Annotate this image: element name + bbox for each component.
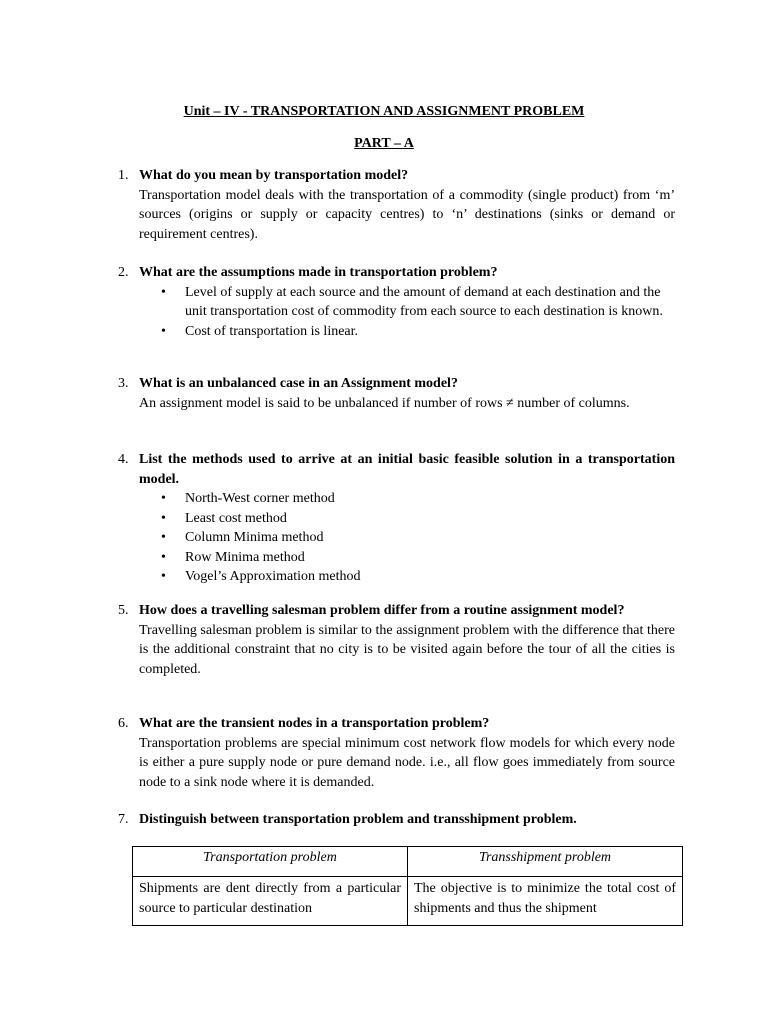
question-number: 7. — [118, 812, 129, 827]
question-item — [118, 263, 675, 341]
table-header-row — [133, 847, 683, 877]
question-item — [118, 714, 675, 792]
question-text: What is an unbalanced case in an Assignment model? — [139, 376, 458, 391]
list-item: • Column Minima method — [139, 528, 675, 548]
question-text: What are the assumptions made in transportation problem? — [139, 265, 498, 280]
answer-text: An assignment model is said to be unbalanced if number of rows ≠ number of columns. — [139, 395, 630, 411]
list-item: • Level of supply at each source and the amount of demand at each destination and the unit transportation cost of commodity from each source to each destination is known. — [139, 283, 675, 322]
comparison-table — [132, 846, 683, 926]
bullet-list — [139, 489, 675, 587]
list-item: • Cost of transportation is linear. — [139, 322, 675, 342]
table-cell: Shipments are dent directly from a particular source to particular destination — [133, 877, 408, 926]
question-number: 3. — [118, 376, 129, 391]
question-text: What are the transient nodes in a transportation problem? — [139, 716, 490, 731]
question-text: How does a travelling salesman problem differ from a routine assignment model? — [139, 603, 625, 618]
table-row — [133, 877, 683, 926]
question-text: What do you mean by transportation model? — [139, 168, 409, 183]
question-item — [118, 450, 675, 587]
answer-text: Transportation model deals with the transportation of a commodity (single product) from ‘m’ sources (origins or supply or capacity centres) to ‘n’ destinations (sinks or demand or requirement centres). — [139, 187, 675, 242]
list-item: • Least cost method — [139, 509, 675, 529]
list-item: • Vogel’s Approximation method — [139, 567, 675, 587]
question-item — [118, 601, 675, 679]
table-header-cell: Transshipment problem — [408, 847, 683, 877]
question-number: 2. — [118, 265, 129, 280]
answer-text: Transportation problems are special minimum cost network flow models for which every node is either a pure supply node or pure demand node. i.e., all flow goes immediately from source node to a sink node where it is demanded. — [139, 735, 675, 790]
unit-title: Unit – IV - TRANSPORTATION AND ASSIGNMENT PROBLEM — [183, 104, 585, 119]
part-title: PART – A — [354, 136, 414, 151]
question-text: List the methods used to arrive at an initial basic feasible solution in a transportation model. — [139, 452, 675, 487]
list-item: • Row Minima method — [139, 548, 675, 568]
answer-text: Travelling salesman problem is similar to the assignment problem with the difference that there is the additional constraint that no city is to be visited again before the tour of all the cities is completed. — [139, 622, 675, 677]
bullet-list — [139, 283, 675, 342]
question-number: 5. — [118, 603, 129, 618]
question-number: 6. — [118, 716, 129, 731]
question-item — [118, 166, 675, 244]
table-cell: The objective is to minimize the total cost of shipments and thus the shipment — [408, 877, 683, 926]
question-text: Distinguish between transportation problem and transshipment problem. — [139, 812, 577, 827]
question-number: 1. — [118, 168, 129, 183]
question-item — [118, 810, 675, 830]
table-header-cell: Transportation problem — [133, 847, 408, 877]
list-item: • North-West corner method — [139, 489, 675, 509]
question-item — [118, 374, 675, 413]
question-number: 4. — [118, 452, 129, 467]
